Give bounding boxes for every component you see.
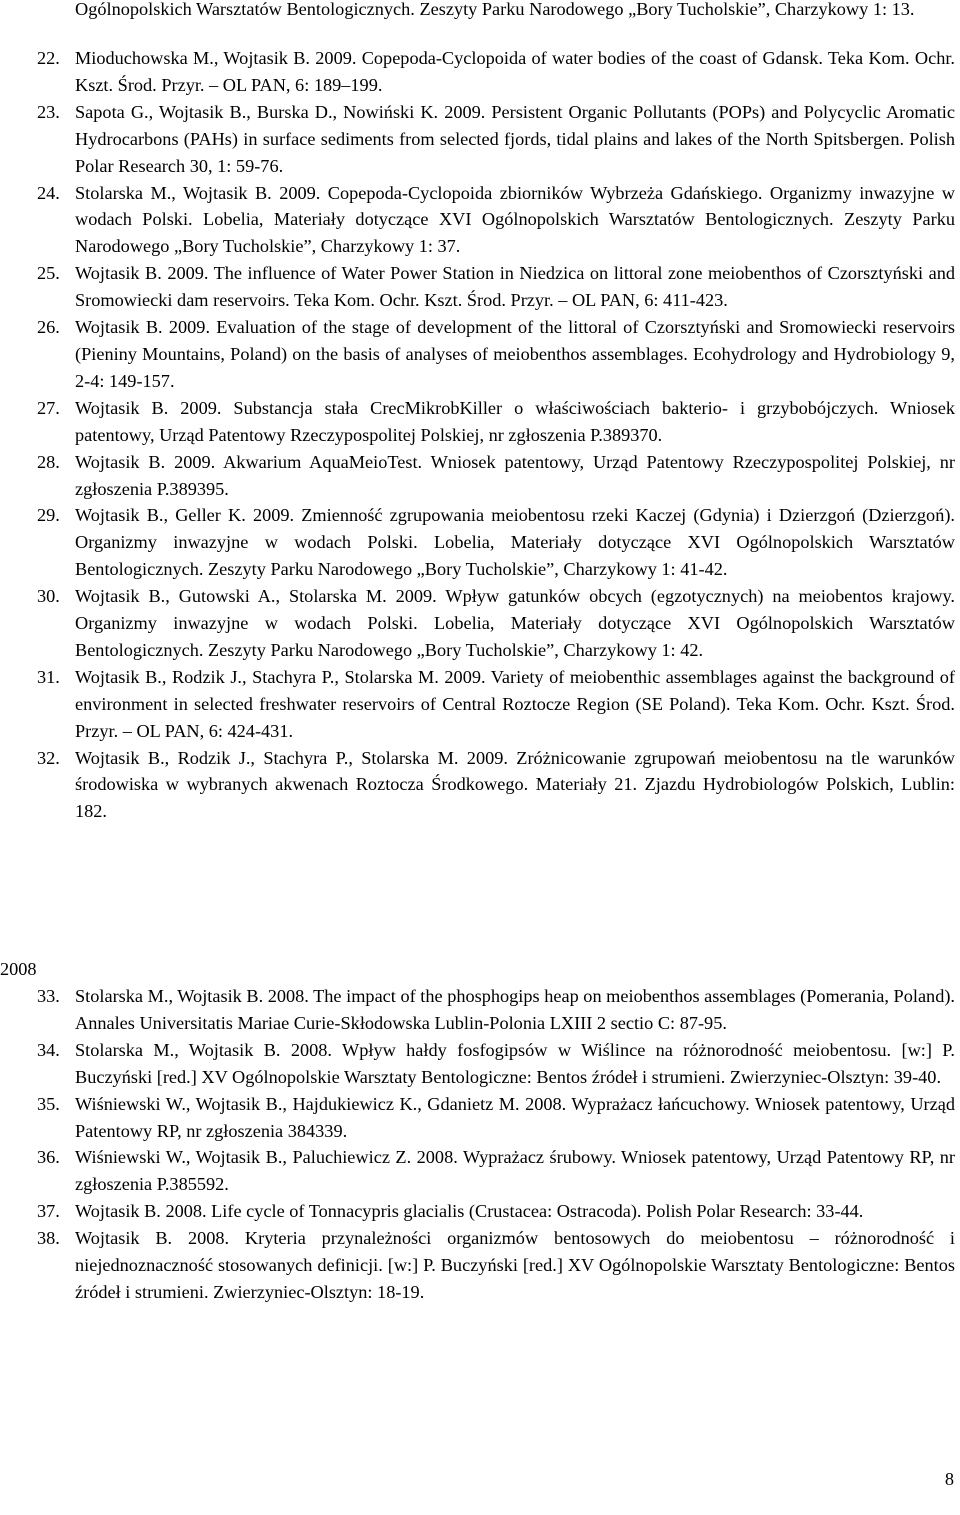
reference-number: 36. [37,1147,60,1168]
reference-text: Wiśniewski W., Wojtasik B., Paluchiewicz Z. 2008. Wyprażacz śrubowy. Wniosek patentowy, Urząd Patentowy RP, nr zgłoszenia P.385592. [75,1147,955,1195]
reference-entry [0,1091,960,1145]
reference-entry [0,449,960,503]
reference-number: 37. [37,1201,60,1222]
reference-entry [0,745,960,826]
reference-text: Sapota G., Wojtasik B., Burska D., Nowiński K. 2009. Persistent Organic Pollutants (POPs) and Polycyclic Aromatic Hydrocarbons (PAHs) in surface sediments from selected fjords, tidal plains and lakes of the North Spitsbergen. Polish Polar Research 30, 1: 59-76. [75,101,955,176]
reference-entry [0,260,960,314]
reference-entry [0,314,960,395]
reference-list-2008 [0,983,960,1306]
continuation-text: Ogólnopolskich Warsztatów Bentologicznych. Zeszyty Parku Narodowego „Bory Tucholskie”, Charzykowy 1: 13. [75,0,915,19]
reference-text: Wojtasik B., Geller K. 2009. Zmienność zgrupowania meiobentosu rzeki Kaczej (Gdynia) i Dzierzgoń (Dzierzgoń). Organizmy inwazyjne w wodach Polski. Lobelia, Materiały dotyczące XVI Ogólnopolskich Warsztatów Bentologicznych. Zeszyty Parku Narodowego „Bory Tucholskie”, Charzykowy 1: 41-42. [75,505,955,580]
reference-entry [0,664,960,745]
reference-text: Wojtasik B. 2008. Life cycle of Tonnacypris glacialis (Crustacea: Ostracoda). Polish Polar Research: 33-44. [75,1201,864,1222]
reference-entry [0,395,960,449]
reference-number: 38. [37,1228,60,1249]
reference-entry [0,502,960,583]
reference-number: 33. [37,986,60,1006]
reference-number: 27. [37,397,60,418]
reference-entry [0,583,960,664]
year-heading: 2008 [0,959,37,979]
reference-number: 26. [37,317,60,338]
reference-text: Wojtasik B. 2009. The influence of Water Power Station in Niedzica on littoral zone meiobenthos of Czorsztyński and Sromowiecki dam reservoirs. Teka Kom. Ochr. Kszt. Środ. Przyr. – OL PAN, 6: 411-423. [75,263,955,311]
reference-entry [0,1144,960,1198]
reference-list-2009 [0,45,960,825]
reference-number: 25. [37,263,60,284]
reference-number: 30. [37,586,60,607]
reference-entry [0,45,960,99]
reference-entry [0,1037,960,1091]
reference-number: 31. [37,666,60,687]
reference-text: Stolarska M., Wojtasik B. 2008. Wpływ hałdy fosfogipsów w Wiślince na różnorodność meiobentosu. [w:] P. Buczyński [red.] XV Ogólnopolskie Warsztaty Bentologiczne: Bentos źródeł i strumieni. Zwierzyniec-Olsztyn: 39-40. [75,1039,955,1087]
reference-number: 32. [37,747,60,768]
reference-text: Wojtasik B. 2009. Akwarium AquaMeioTest. Wniosek patentowy, Urząd Patentowy Rzeczypospolitej Polskiej, nr zgłoszenia P.389395. [75,451,955,499]
reference-entry [0,99,960,180]
reference-number: 35. [37,1093,60,1114]
reference-number: 24. [37,182,60,203]
reference-entry [0,1225,960,1306]
reference-entry [0,180,960,261]
page-number: 8 [944,1469,954,1489]
reference-text: Wiśniewski W., Wojtasik B., Hajdukiewicz K., Gdanietz M. 2008. Wyprażacz łańcuchowy. Wniosek patentowy, Urząd Patentowy RP, nr zgłoszenia 384339. [75,1093,955,1141]
reference-text: Wojtasik B. 2009. Evaluation of the stage of development of the littoral of Czorsztyński and Sromowiecki reservoirs (Pieniny Mountains, Poland) on the basis of analyses of meiobenthos assemblages. Ecohydrology and Hydrobiology 9, 2-4: 149-157. [75,317,955,391]
reference-text: Wojtasik B., Rodzik J., Stachyra P., Stolarska M. 2009. Zróżnicowanie zgrupowań meiobentosu na tle warunków środowiska w wybranych akwenach Roztocza Środkowego. Materiały 21. Zjazdu Hydrobiologów Polskich, Lublin: 182. [75,747,955,822]
reference-text: Stolarska M., Wojtasik B. 2008. The impact of the phosphogips heap on meiobenthos assemblages (Pomerania, Poland). Annales Universitatis Mariae Curie-Skłodowska Lublin-Polonia LXIII 2 sectio C: 87-95. [75,986,955,1033]
reference-number: 34. [37,1039,60,1060]
reference-number: 22. [37,48,60,68]
reference-text: Wojtasik B., Rodzik J., Stachyra P., Stolarska M. 2009. Variety of meiobenthic assemblages against the background of environment in selected freshwater reservoirs of Central Roztocze Region (SE Poland). Teka Kom. Ochr. Kszt. Środ. Przyr. – OL PAN, 6: 424-431. [75,666,955,741]
reference-text: Wojtasik B. 2008. Kryteria przynależności organizmów bentosowych do meiobentosu – różnorodność i niejednoznaczność stosowanych definicji. [w:] P. Buczyński [red.] XV Ogólnopolskie Warsztaty Bentologiczne: Bentos źródeł i strumieni. Zwierzyniec-Olsztyn: 18-19. [75,1228,955,1302]
reference-number: 28. [37,451,60,472]
reference-text: Wojtasik B., Gutowski A., Stolarska M. 2009. Wpływ gatunków obcych (egzotycznych) na meiobentos krajowy. Organizmy inwazyjne w wodach Polski. Lobelia, Materiały dotyczące XVI Ogólnopolskich Warsztatów Bentologicznych. Zeszyty Parku Narodowego „Bory Tucholskie”, Charzykowy 1: 42. [75,586,955,660]
reference-text: Wojtasik B. 2009. Substancja stała CrecMikrobKiller o właściwościach bakterio- i grzybobójczych. Wniosek patentowy, Urząd Patentowy Rzeczypospolitej Polskiej, nr zgłoszenia P.389370. [75,397,955,445]
reference-text: Mioduchowska M., Wojtasik B. 2009. Copepoda-Cyclopoida of water bodies of the coast of Gdansk. Teka Kom. Ochr. Kszt. Środ. Przyr. – OL PAN, 6: 189–199. [75,48,955,95]
reference-number: 29. [37,505,60,526]
reference-entry [0,1198,960,1225]
reference-entry [0,983,960,1037]
reference-text: Stolarska M., Wojtasik B. 2009. Copepoda-Cyclopoida zbiorników Wybrzeża Gdańskiego. Organizmy inwazyjne w wodach Polski. Lobelia, Materiały dotyczące XVI Ogólnopolskich Warsztatów Bentologicznych. Zeszyty Parku Narodowego „Bory Tucholskie”, Charzykowy 1: 37. [75,182,955,257]
reference-number: 23. [37,101,60,122]
